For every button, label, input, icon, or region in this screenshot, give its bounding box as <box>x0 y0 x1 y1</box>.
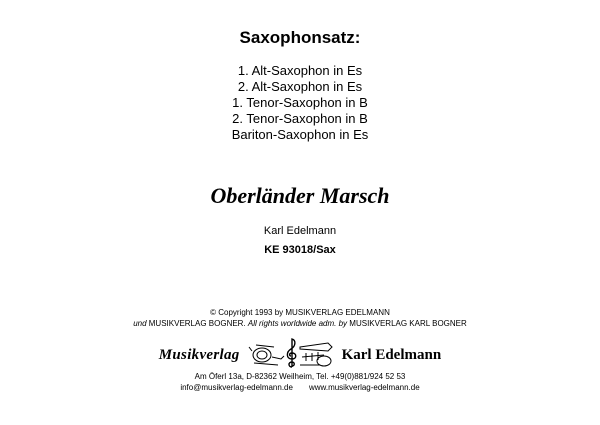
copyright-und: und <box>133 319 147 328</box>
copyright-karl-bogner: MUSIKVERLAG KARL BOGNER <box>347 319 467 328</box>
piece-title: Oberländer Marsch <box>210 183 390 208</box>
instrument-item: Bariton-Saxophon in Es <box>231 127 369 142</box>
address-line: Am Öferl 13a, D-82362 Weilheim, Tel. +49(0)881/924 52 53 <box>194 372 406 381</box>
treble-clef-instruments-icon <box>248 337 334 374</box>
logo-text-left: Musikverlag <box>158 347 240 363</box>
instrument-item: 2. Tenor-Saxophon in B <box>232 111 368 126</box>
instrument-item: 1. Tenor-Saxophon in B <box>232 95 368 110</box>
instrument-item: 1. Alt-Saxophon in Es <box>237 63 363 78</box>
copyright-line-2 <box>0 318 600 329</box>
copyright-bogner: MUSIKVERLAG BOGNER. <box>146 319 248 328</box>
instrument-list <box>0 63 600 143</box>
copyright-notice <box>0 307 600 329</box>
contact-info <box>0 371 600 393</box>
publisher-logo <box>0 337 600 371</box>
website-url[interactable]: www.musikverlag-edelmann.de <box>308 383 420 392</box>
email-address[interactable]: info@musikverlag-edelmann.de <box>180 383 293 392</box>
web-line <box>0 382 600 393</box>
section-heading: Saxophonsatz: <box>239 28 361 47</box>
copyright-line-1: © Copyright 1993 by MUSIKVERLAG EDELMANN <box>210 308 390 317</box>
logo-text-right: Karl Edelmann <box>341 347 442 363</box>
catalog-number: KE 93018/Sax <box>264 244 336 256</box>
composer-name: Karl Edelmann <box>263 225 337 237</box>
instrument-item: 2. Alt-Saxophon in Es <box>237 79 363 94</box>
copyright-rights: All rights worldwide adm. by <box>247 319 348 328</box>
